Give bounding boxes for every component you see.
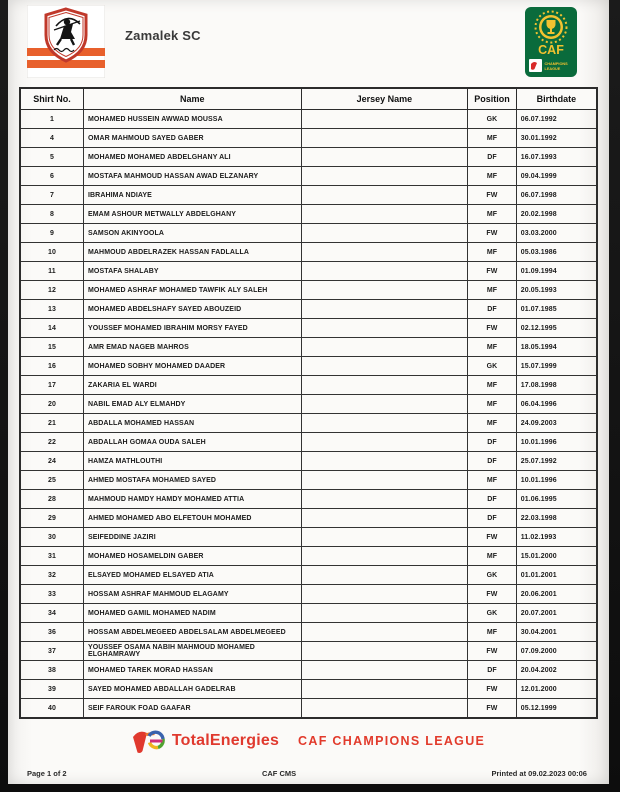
birthdate-cell: 25.07.1992: [516, 452, 597, 471]
jersey-name-cell: [301, 224, 468, 243]
page-meta: [27, 769, 587, 778]
position-cell: MF: [468, 338, 516, 357]
col-birthdate: Birthdate: [516, 88, 597, 110]
col-shirt-no: Shirt No.: [20, 88, 83, 110]
jersey-name-cell: [301, 661, 468, 680]
jersey-name-cell: [301, 490, 468, 509]
system-label: CAF CMS: [261, 769, 297, 778]
shirt-no-cell: 20: [20, 395, 83, 414]
player-name-cell: SEIFEDDINE JAZIRI: [83, 528, 301, 547]
player-name-cell: MOHAMED GAMIL MOHAMED NADIM: [83, 604, 301, 623]
position-cell: FW: [468, 186, 516, 205]
position-cell: GK: [468, 566, 516, 585]
shirt-no-cell: 12: [20, 281, 83, 300]
shirt-no-cell: 37: [20, 642, 83, 661]
jersey-name-cell: [301, 471, 468, 490]
position-cell: GK: [468, 357, 516, 376]
jersey-name-cell: [301, 300, 468, 319]
jersey-name-cell: [301, 243, 468, 262]
shirt-no-cell: 10: [20, 243, 83, 262]
birthdate-cell: 05.12.1999: [516, 699, 597, 719]
shirt-no-cell: 9: [20, 224, 83, 243]
jersey-name-cell: [301, 262, 468, 281]
player-row: [20, 376, 597, 395]
sponsor-strip: [8, 724, 609, 758]
position-cell: DF: [468, 452, 516, 471]
birthdate-cell: 09.04.1999: [516, 167, 597, 186]
player-row: [20, 281, 597, 300]
player-row: [20, 433, 597, 452]
jersey-name-cell: [301, 129, 468, 148]
squad-table: [19, 87, 598, 719]
jersey-name-cell: [301, 376, 468, 395]
competition-wordmark: CAF CHAMPIONS LEAGUE: [298, 734, 486, 748]
player-row: [20, 167, 597, 186]
jersey-name-cell: [301, 699, 468, 719]
player-row: [20, 509, 597, 528]
player-row: [20, 642, 597, 661]
position-cell: DF: [468, 490, 516, 509]
shirt-no-cell: 39: [20, 680, 83, 699]
birthdate-cell: 24.09.2003: [516, 414, 597, 433]
position-cell: MF: [468, 129, 516, 148]
birthdate-cell: 02.12.1995: [516, 319, 597, 338]
club-name: Zamalek SC: [125, 28, 201, 43]
player-name-cell: HAMZA MATHLOUTHI: [83, 452, 301, 471]
position-cell: DF: [468, 433, 516, 452]
player-name-cell: ZAKARIA EL WARDI: [83, 376, 301, 395]
birthdate-cell: 06.07.1998: [516, 186, 597, 205]
col-jersey-name: Jersey Name: [301, 88, 468, 110]
player-name-cell: SAYED MOHAMED ABDALLAH GADELRAB: [83, 680, 301, 699]
position-cell: MF: [468, 547, 516, 566]
player-row: [20, 243, 597, 262]
jersey-name-cell: [301, 395, 468, 414]
player-name-cell: MOHAMED ABDELSHAFY SAYED ABOUZEID: [83, 300, 301, 319]
player-name-cell: ABDALLAH GOMAA OUDA SALEH: [83, 433, 301, 452]
player-name-cell: YOUSSEF MOHAMED IBRAHIM MORSY FAYED: [83, 319, 301, 338]
shirt-no-cell: 5: [20, 148, 83, 167]
totalenergies-logo-icon: [132, 728, 165, 755]
player-name-cell: HOSSAM ASHRAF MAHMOUD ELAGAMY: [83, 585, 301, 604]
jersey-name-cell: [301, 186, 468, 205]
player-row: [20, 300, 597, 319]
position-cell: MF: [468, 414, 516, 433]
sponsor-wordmark: TotalEnergies: [171, 732, 280, 749]
shirt-no-cell: 14: [20, 319, 83, 338]
birthdate-cell: 07.09.2000: [516, 642, 597, 661]
position-cell: FW: [468, 699, 516, 719]
caf-badge-sub1: CHAMPIONS: [544, 62, 568, 66]
shirt-no-cell: 15: [20, 338, 83, 357]
shirt-no-cell: 33: [20, 585, 83, 604]
position-cell: FW: [468, 262, 516, 281]
shirt-no-cell: 28: [20, 490, 83, 509]
player-row: [20, 319, 597, 338]
shirt-no-cell: 1: [20, 110, 83, 129]
position-cell: GK: [468, 110, 516, 129]
player-row: [20, 566, 597, 585]
player-row: [20, 110, 597, 129]
position-cell: FW: [468, 680, 516, 699]
birthdate-cell: 15.01.2000: [516, 547, 597, 566]
player-name-cell: HOSSAM ABDELMEGEED ABDELSALAM ABDELMEGEED: [83, 623, 301, 642]
jersey-name-cell: [301, 414, 468, 433]
birthdate-cell: 22.03.1998: [516, 509, 597, 528]
position-cell: FW: [468, 642, 516, 661]
position-cell: MF: [468, 167, 516, 186]
birthdate-cell: 18.05.1994: [516, 338, 597, 357]
birthdate-cell: 20.06.2001: [516, 585, 597, 604]
player-name-cell: YOUSSEF OSAMA NABIH MAHMOUD MOHAMED ELGHAMRAWY: [83, 642, 301, 661]
shirt-no-cell: 4: [20, 129, 83, 148]
birthdate-cell: 20.04.2002: [516, 661, 597, 680]
birthdate-cell: 20.07.2001: [516, 604, 597, 623]
player-row: [20, 452, 597, 471]
shirt-no-cell: 8: [20, 205, 83, 224]
player-name-cell: MAHMOUD HAMDY HAMDY MOHAMED ATTIA: [83, 490, 301, 509]
player-name-cell: MOHAMED SOBHY MOHAMED DAADER: [83, 357, 301, 376]
table-header-row: [20, 88, 597, 110]
player-name-cell: SAMSON AKINYOOLA: [83, 224, 301, 243]
position-cell: MF: [468, 281, 516, 300]
birthdate-cell: 30.04.2001: [516, 623, 597, 642]
jersey-name-cell: [301, 680, 468, 699]
shirt-no-cell: 17: [20, 376, 83, 395]
birthdate-cell: 06.07.1992: [516, 110, 597, 129]
birthdate-cell: 20.05.1993: [516, 281, 597, 300]
player-name-cell: IBRAHIMA NDIAYE: [83, 186, 301, 205]
col-name: Name: [83, 88, 301, 110]
jersey-name-cell: [301, 509, 468, 528]
position-cell: MF: [468, 623, 516, 642]
position-cell: FW: [468, 319, 516, 338]
shirt-no-cell: 6: [20, 167, 83, 186]
jersey-name-cell: [301, 167, 468, 186]
shirt-no-cell: 22: [20, 433, 83, 452]
player-row: [20, 224, 597, 243]
player-name-cell: ELSAYED MOHAMED ELSAYED ATIA: [83, 566, 301, 585]
jersey-name-cell: [301, 547, 468, 566]
player-row: [20, 661, 597, 680]
player-row: [20, 623, 597, 642]
position-cell: FW: [468, 528, 516, 547]
shirt-no-cell: 7: [20, 186, 83, 205]
birthdate-cell: 06.04.1996: [516, 395, 597, 414]
jersey-name-cell: [301, 642, 468, 661]
birthdate-cell: 10.01.1996: [516, 471, 597, 490]
shirt-no-cell: 36: [20, 623, 83, 642]
zamalek-crest-icon: [27, 5, 105, 78]
shirt-no-cell: 29: [20, 509, 83, 528]
birthdate-cell: 20.02.1998: [516, 205, 597, 224]
birthdate-cell: 12.01.2000: [516, 680, 597, 699]
position-cell: FW: [468, 585, 516, 604]
jersey-name-cell: [301, 604, 468, 623]
player-name-cell: MAHMOUD ABDELRAZEK HASSAN FADLALLA: [83, 243, 301, 262]
player-name-cell: MOHAMED HUSSEIN AWWAD MOUSSA: [83, 110, 301, 129]
player-name-cell: EMAM ASHOUR METWALLY ABDELGHANY: [83, 205, 301, 224]
birthdate-cell: 01.06.1995: [516, 490, 597, 509]
position-cell: DF: [468, 661, 516, 680]
position-cell: DF: [468, 148, 516, 167]
caf-badge-sub2: LEAGUE: [544, 67, 561, 71]
shirt-no-cell: 38: [20, 661, 83, 680]
player-row: [20, 585, 597, 604]
player-row: [20, 414, 597, 433]
jersey-name-cell: [301, 148, 468, 167]
birthdate-cell: 30.01.1992: [516, 129, 597, 148]
player-row: [20, 262, 597, 281]
shirt-no-cell: 13: [20, 300, 83, 319]
caf-badge-wordmark: CAF: [538, 43, 564, 57]
player-name-cell: AHMED MOSTAFA MOHAMED SAYED: [83, 471, 301, 490]
position-cell: MF: [468, 376, 516, 395]
jersey-name-cell: [301, 338, 468, 357]
player-name-cell: NABIL EMAD ALY ELMAHDY: [83, 395, 301, 414]
player-row: [20, 699, 597, 719]
player-row: [20, 148, 597, 167]
birthdate-cell: 16.07.1993: [516, 148, 597, 167]
birthdate-cell: 01.07.1985: [516, 300, 597, 319]
jersey-name-cell: [301, 623, 468, 642]
jersey-name-cell: [301, 110, 468, 129]
player-row: [20, 205, 597, 224]
position-cell: MF: [468, 471, 516, 490]
shirt-no-cell: 25: [20, 471, 83, 490]
position-cell: FW: [468, 224, 516, 243]
shirt-no-cell: 40: [20, 699, 83, 719]
position-cell: MF: [468, 395, 516, 414]
shirt-no-cell: 31: [20, 547, 83, 566]
jersey-name-cell: [301, 585, 468, 604]
player-row: [20, 680, 597, 699]
position-cell: DF: [468, 509, 516, 528]
player-row: [20, 129, 597, 148]
document-header: [27, 5, 598, 83]
player-row: [20, 338, 597, 357]
jersey-name-cell: [301, 319, 468, 338]
player-row: [20, 471, 597, 490]
birthdate-cell: 01.09.1994: [516, 262, 597, 281]
player-row: [20, 186, 597, 205]
player-name-cell: AMR EMAD NAGEB MAHROS: [83, 338, 301, 357]
birthdate-cell: 17.08.1998: [516, 376, 597, 395]
jersey-name-cell: [301, 205, 468, 224]
player-row: [20, 604, 597, 623]
shirt-no-cell: 16: [20, 357, 83, 376]
shirt-no-cell: 11: [20, 262, 83, 281]
birthdate-cell: 11.02.1993: [516, 528, 597, 547]
player-row: [20, 395, 597, 414]
birthdate-cell: 10.01.1996: [516, 433, 597, 452]
player-name-cell: MOHAMED ASHRAF MOHAMED TAWFIK ALY SALEH: [83, 281, 301, 300]
player-name-cell: MOSTAFA SHALABY: [83, 262, 301, 281]
player-name-cell: MOSTAFA MAHMOUD HASSAN AWAD ELZANARY: [83, 167, 301, 186]
player-name-cell: MOHAMED HOSAMELDIN GABER: [83, 547, 301, 566]
position-cell: MF: [468, 205, 516, 224]
team-sheet-page: [8, 0, 609, 784]
player-name-cell: ABDALLA MOHAMED HASSAN: [83, 414, 301, 433]
birthdate-cell: 15.07.1999: [516, 357, 597, 376]
jersey-name-cell: [301, 281, 468, 300]
birthdate-cell: 05.03.1986: [516, 243, 597, 262]
jersey-name-cell: [301, 528, 468, 547]
printed-timestamp: Printed at 09.02.2023 00:06: [491, 769, 587, 778]
position-cell: GK: [468, 604, 516, 623]
player-name-cell: MOHAMED MOHAMED ABDELGHANY ALI: [83, 148, 301, 167]
player-row: [20, 547, 597, 566]
shirt-no-cell: 21: [20, 414, 83, 433]
player-name-cell: OMAR MAHMOUD SAYED GABER: [83, 129, 301, 148]
jersey-name-cell: [301, 357, 468, 376]
shirt-no-cell: 24: [20, 452, 83, 471]
page-number: Page 1 of 2: [27, 769, 67, 778]
position-cell: MF: [468, 243, 516, 262]
shirt-no-cell: 32: [20, 566, 83, 585]
col-position: Position: [468, 88, 516, 110]
player-row: [20, 357, 597, 376]
birthdate-cell: 01.01.2001: [516, 566, 597, 585]
birthdate-cell: 03.03.2000: [516, 224, 597, 243]
player-name-cell: MOHAMED TAREK MORAD HASSAN: [83, 661, 301, 680]
jersey-name-cell: [301, 566, 468, 585]
shirt-no-cell: 30: [20, 528, 83, 547]
jersey-name-cell: [301, 433, 468, 452]
player-name-cell: AHMED MOHAMED ABO ELFETOUH MOHAMED: [83, 509, 301, 528]
jersey-name-cell: [301, 452, 468, 471]
position-cell: DF: [468, 300, 516, 319]
player-row: [20, 490, 597, 509]
player-name-cell: SEIF FAROUK FOAD GAAFAR: [83, 699, 301, 719]
player-row: [20, 528, 597, 547]
shirt-no-cell: 34: [20, 604, 83, 623]
caf-champions-league-badge-icon: [525, 7, 577, 77]
